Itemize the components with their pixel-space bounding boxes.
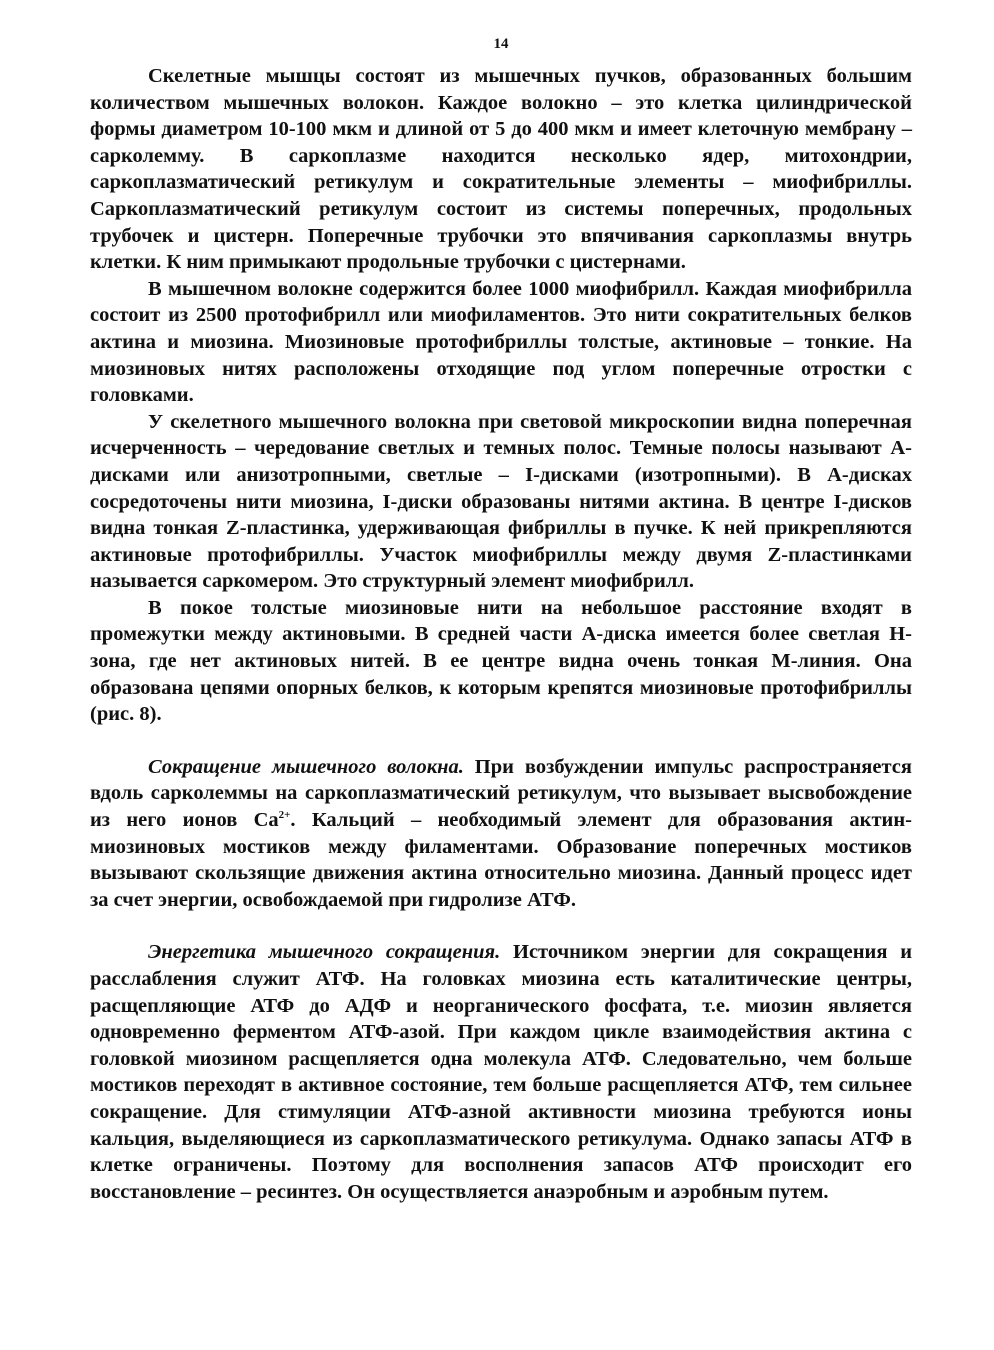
calcium-charge-superscript: 2+ xyxy=(278,809,291,822)
section-energy-text: Источником энергии для сокращения и расслабления служит АТФ. На головках миозина есть каталитические центры, расщепляющие АТФ до АДФ и неорганического фосфата, т.е. миозин является одновременно ферментом АТФ-азой. При каждом цикле взаимодействия актина с головкой миозином расщепляется одна молекула АТФ. Следовательно, чем больше мостиков переходят в активное состояние, тем больше расщепляется АТФ, тем сильнее сокращение. Для стимуляции АТФ-азной активности миозина требуются ионы кальция, выделяющиеся из саркоплазматического ретикулума. Однако запасы АТФ в клетке ограничены. Поэтому для восполнения запасов АТФ происходит его восстановление – ресинтез. Он осуществляется анаэробным и аэробным путем. xyxy=(90,941,913,1203)
page-number: 14 xyxy=(493,36,509,52)
paragraph-rest-state: В покое толстые миозиновые нити на небольшое расстояние входят в промежутки между актиновыми. В средней части А-диска имеется более светлая Н-зона, где нет актиновых нитей. В ее центре видна очень тонкая М-линия. Она образована цепями опорных белков, к которым крепятся миозиновые протофибриллы (рис. 8). xyxy=(90,596,912,726)
section-contraction-text-after: . Кальций – необходимый элемент для образования актин-миозиновых мостиков между филаментами. Образование поперечных мостиков вызывают скользящие движения актина относительно миозина. Данный процесс идет за счет энергии, освобождаемой при гидролизе АТФ. xyxy=(90,809,913,911)
section-contraction-text-before: При возбуждении импульс распространяется вдоль сарколеммы на саркоплазматический ретикулум, что вызывает высвобождение из него ионов Ca xyxy=(90,755,913,832)
section-energy xyxy=(90,939,912,1205)
section-contraction-heading: Сокращение мышечного волокна. xyxy=(148,755,464,778)
section-gap xyxy=(90,728,912,754)
paragraph-skeletal-muscles: Скелетные мышцы состоят из мышечных пучков, образованных большим количеством мышечных волокон. Каждое волокно – это клетка цилиндрической формы диаметром 10-100 мкм и длиной от 5 до 400 мкм и имеет клеточную мембрану – сарколемму. В саркоплазме находится несколько ядер, митохондрии, саркоплазматический ретикулум и сократительные элементы – миофибриллы. Саркоплазматический ретикулум состоит из системы поперечных, продольных трубочек и цистерн. Поперечные трубочки это впячивания саркоплазмы внутрь клетки. К ним примыкают продольные трубочки с цистернами. xyxy=(90,65,912,274)
paragraph-striation: У скелетного мышечного волокна при световой микроскопии видна поперечная исчерченность – чередование светлых и темных полос. Темные полосы называют А-дисками или анизотропными, светлые – I-дисками (изотропными). В А-дисках сосредоточены нити миозина, I-диски образованы нитями актина. В центре I-дисков видна тонкая Z-пластинка, удерживающая фибриллы в пучке. К ней прикрепляются актиновые протофибриллы. Участок миофибриллы между двумя Z-пластинками называется саркомером. Это структурный элемент миофибрилл. xyxy=(90,410,912,593)
document-page xyxy=(90,36,912,1205)
section-contraction xyxy=(90,754,912,914)
section-energy-heading: Энергетика мышечного сокращения. xyxy=(148,941,501,964)
paragraph-myofibrils: В мышечном волокне содержится более 1000 миофибрилл. Каждая миофибрилла состоит из 2500 протофибрилл или миофиламентов. Это нити сократительных белков актина и миозина. Миозиновые протофибриллы толстые, актиновые – тонкие. На миозиновых нитях расположены отходящие под углом поперечные отростки с головками. xyxy=(90,277,912,407)
section-gap xyxy=(90,913,912,939)
